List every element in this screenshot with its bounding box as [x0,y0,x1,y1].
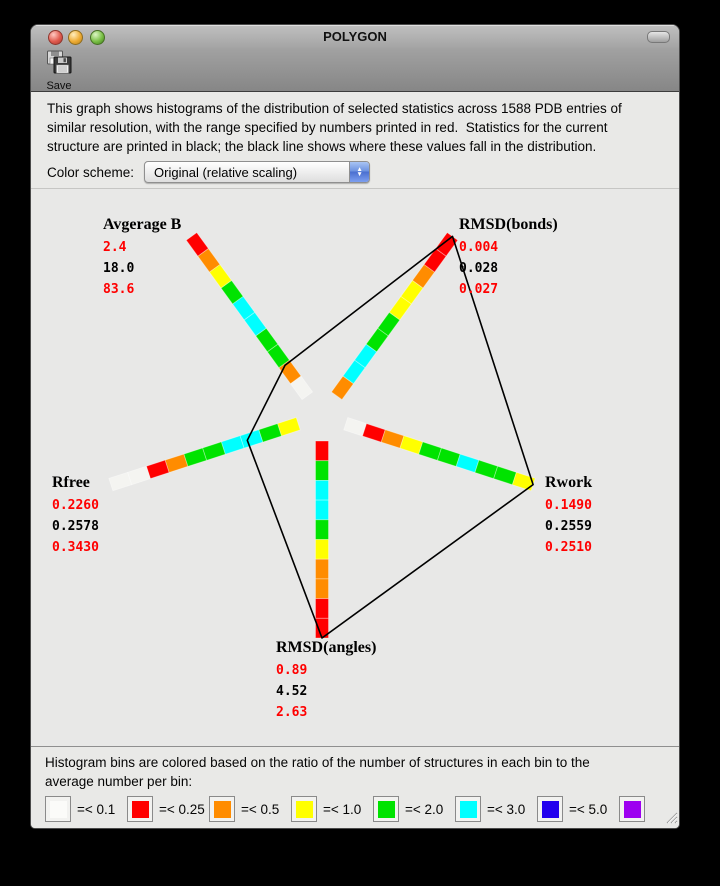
axis-group-rfree [52,474,99,558]
axis-current-value: 0.2559 [545,519,592,534]
toolbar [31,48,679,92]
axis-max-value: 0.3430 [52,540,99,555]
histogram-bin [316,559,329,579]
histogram-bin [109,472,132,490]
histogram-bin [316,461,329,481]
axis-max-value: 83.6 [103,282,135,297]
histogram-bin [316,599,329,619]
save-button[interactable] [40,50,78,90]
axis-min-value: 0.1490 [545,498,592,513]
title-bar[interactable] [31,25,679,48]
axis-current-value: 0.2578 [52,519,99,534]
description-line: similar resolution, with the range specified by numbers printed in red. Statistics for the current [47,120,608,135]
red-bin-swatch [127,796,153,822]
axis-label: Rfree [52,474,90,491]
color-scheme-row [47,161,370,183]
swatch-color [214,801,231,818]
orange-bin-swatch [209,796,235,822]
description-line: structure are printed in black; the black line shows where these values fall in the distribution. [47,139,597,154]
legend-item-label: =< 1.0 [323,801,362,817]
legend-item-green [373,796,455,822]
legend-item-label: =< 3.0 [487,801,526,817]
swatch-color [50,801,67,818]
save-button-label: Save [46,80,72,92]
axis-current-value: 0.028 [459,261,499,276]
toolbar-toggle-capsule[interactable] [647,31,670,43]
color-scheme-selected-value: Original (relative scaling) [154,165,298,180]
axis-label: Rwork [545,474,593,491]
histogram-bin [316,540,329,560]
swatch-color [132,801,149,818]
color-scheme-dropdown[interactable] [144,161,370,183]
legend-text-line: Histogram bins are colored based on the ratio of the number of structures in each bin to the [45,755,590,770]
description-panel [31,92,679,189]
legend-item-label: =< 0.5 [241,801,280,817]
cyan-bin-swatch [455,796,481,822]
axis-group-rmsd-angles [276,639,376,723]
swatch-color [542,801,559,818]
legend-item-red [127,796,209,822]
white-bin-swatch [45,796,71,822]
histogram-bin [316,441,329,461]
swatch-color [624,801,641,818]
axis-min-value: 0.2260 [52,498,99,513]
blue-bin-swatch [537,796,563,822]
histogram-bin [316,579,329,599]
axis-max-value: 0.027 [459,282,499,297]
legend-item-white [45,796,127,822]
legend-item-orange [209,796,291,822]
legend-item-label: =< 2.0 [405,801,444,817]
legend-item-label: =< 5.0 [569,801,608,817]
polygon-window [30,24,680,829]
axis-current-value: 4.52 [276,684,308,699]
resize-grip[interactable] [664,810,678,829]
axis-min-value: 0.89 [276,663,308,678]
axis-label: Avgerage B [103,216,182,233]
green-bin-swatch [373,796,399,822]
purple-bin-swatch [619,796,645,822]
histogram-bin [316,520,329,540]
legend-item-label: =< 0.25 [159,801,205,817]
swatch-color [460,801,477,818]
legend-text-line: average number per bin: [45,774,193,789]
histogram-bin [316,500,329,520]
axis-label: RMSD(bonds) [459,216,558,233]
axis-current-value: 18.0 [103,261,135,276]
color-scheme-label: Color scheme: [47,164,135,180]
swatch-color [296,801,313,818]
histogram-bin [316,480,329,500]
description-line: This graph shows histograms of the distribution of selected statistics across 1588 PDB entries of [47,101,622,116]
swatch-color [378,801,395,818]
legend-item-cyan [455,796,537,822]
window-title: POLYGON [323,29,387,44]
axis-max-value: 0.2510 [545,540,592,555]
legend-panel [31,746,679,829]
axis-min-value: 0.004 [459,240,499,255]
axis-min-value: 2.4 [103,240,127,255]
legend-bin-row [45,796,680,822]
axis-label: RMSD(angles) [276,639,377,656]
polygon-plot-area [31,189,679,746]
legend-item-blue [537,796,619,822]
axis-group-average-b [103,216,181,300]
yellow-bin-swatch [291,796,317,822]
axis-group-rmsd-bonds [459,216,558,300]
legend-item-yellow [291,796,373,822]
axis-group-rwork [545,474,592,558]
axis-max-value: 2.63 [276,705,308,720]
legend-item-label: =< 0.1 [77,801,116,817]
save-floppy-icon [46,50,72,79]
dropdown-arrows-icon: ▲ ▼ [349,162,369,182]
